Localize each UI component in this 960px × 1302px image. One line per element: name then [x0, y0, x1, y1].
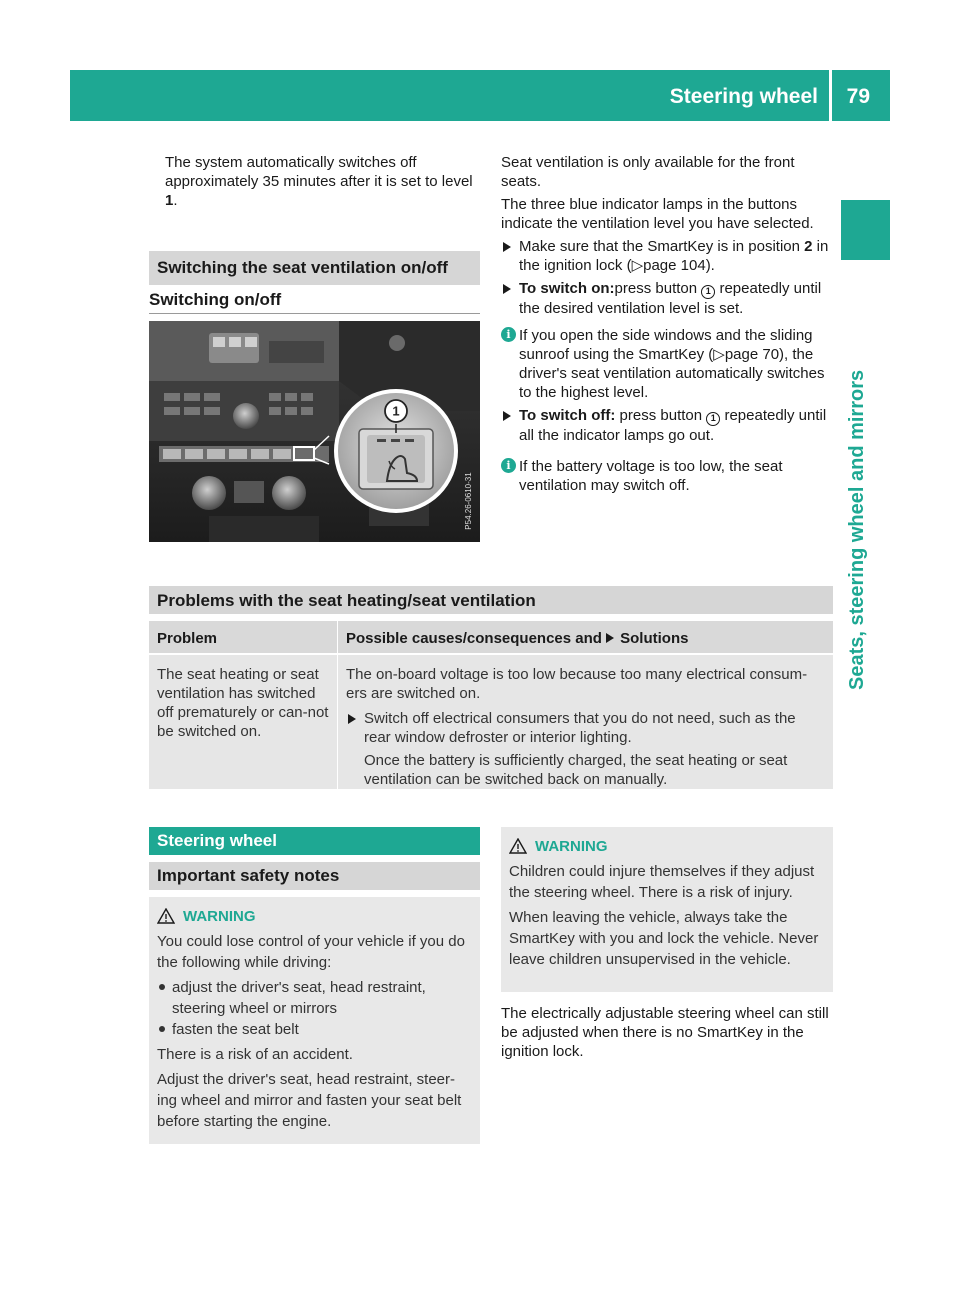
step-smartkey-position: Make sure that the SmartKey is in position 2 in the ignition lock (▷page 104). [501, 237, 837, 275]
subheading-switching: Switching on/off [149, 290, 282, 309]
warning-triangle-icon [157, 908, 175, 924]
closing-paragraph: The electrically adjustable steering wheel can still be adjusted when there is no SmartKey in the ignition lock. [501, 1005, 829, 1060]
subsection-heading-safety: Important safety notes [149, 862, 480, 890]
divider [149, 313, 480, 314]
indicator-lamps-text: The three blue indicator lamps in the buttons indicate the ventilation level you have selected. [501, 196, 814, 232]
warning-box-children: WARNING Children could injure themselves if they adjust the steering wheel. There is a risk of injury. When leaving the vehicle, always take the SmartKey with you and lock the vehicle. Never leave children unsupervised in the vehicle. [501, 827, 833, 992]
column-header-problem: Problem [157, 630, 218, 647]
page-ref-link[interactable]: page 104 [643, 257, 706, 274]
page-ref-link[interactable]: page 70 [724, 346, 780, 363]
column-header-solutions: Possible causes/consequences and Solutions [337, 621, 833, 653]
intro-paragraph: The system automatically switches off approximately 35 minutes after it is set to level 1. [165, 154, 473, 209]
warning-heading: WARNING [509, 837, 825, 857]
center-console-photo [149, 321, 480, 542]
arrow-icon [348, 714, 356, 724]
header-bar [70, 70, 890, 121]
button-1-callout-icon: 1 [701, 285, 715, 299]
info-icon: i [501, 327, 516, 342]
button-1-callout-icon: 1 [706, 412, 720, 426]
arrow-icon [503, 411, 511, 421]
ventilation-availability-text: Seat ventilation is only available for the front seats. [501, 154, 795, 190]
info-note-battery: i If the battery voltage is too low, the seat ventilation may switch off. [501, 457, 837, 495]
right-column [501, 153, 837, 495]
step-switch-on: To switch on:press button 1 repeatedly until the desired ventilation level is set. [501, 279, 837, 318]
section-heading-switching: Switching the seat ventilation on/off [149, 251, 480, 285]
warning-heading: WARNING [157, 907, 472, 927]
section-heading-steering-wheel: Steering wheel [149, 827, 480, 855]
info-note-sunroof: i If you open the side windows and the sliding sunroof using the SmartKey (▷page 70), the driver's seat ventilation automatically switches to the highest level. [501, 326, 837, 402]
chapter-tab-marker [841, 200, 890, 260]
table-row [149, 653, 833, 789]
problems-table [149, 621, 833, 789]
arrow-icon [606, 633, 614, 643]
console-illustration [149, 321, 480, 542]
page-ref-arrow-icon: ▷ [713, 346, 725, 363]
arrow-icon [503, 284, 511, 294]
page-ref-arrow-icon: ▷ [631, 257, 644, 274]
problem-cell: The seat heating or seat ventilation has switched off prematurely or can-not be switched on. [157, 666, 329, 740]
solution-cell: The on-board voltage is too low because too many electrical consum-ers are switched on. Switch off electrical consumers that you do not need, such as the rear window defroster or interior lighting. Once the battery is sufficiently charged, the seat heating or seat ventilation can be switched back on manually. [337, 655, 833, 789]
photo-callout-1: 1 [392, 403, 400, 419]
table-header-row [149, 621, 833, 653]
step-switch-off: To switch off: press button 1 repeatedly until all the indicator lamps go out. [501, 406, 837, 445]
list-item: fasten the seat belt [157, 1019, 472, 1040]
warning-box-driving: WARNING You could lose control of your vehicle if you do the following while driving: adjust the driver's seat, head restraint, steering wheel or mirrors fasten the seat belt There is a risk of an accident. Adjust the driver's seat, head restraint, steer-ing wheel and mirror and fasten your seat belt before starting the engine. [149, 897, 480, 1144]
photo-code: P54.26-0610-31 [464, 472, 473, 530]
chapter-side-label: Seats, steering wheel and mirrors [846, 369, 868, 690]
page-number: 79 [846, 85, 870, 108]
list-item: adjust the driver's seat, head restraint, steering wheel or mirrors [157, 977, 472, 1019]
arrow-icon [503, 242, 511, 252]
section-heading-problems: Problems with the seat heating/seat ventilation [149, 586, 833, 614]
warning-triangle-icon [509, 838, 527, 854]
info-icon: i [501, 458, 516, 473]
header-separator [829, 70, 832, 121]
header-title: Steering wheel [669, 85, 818, 108]
